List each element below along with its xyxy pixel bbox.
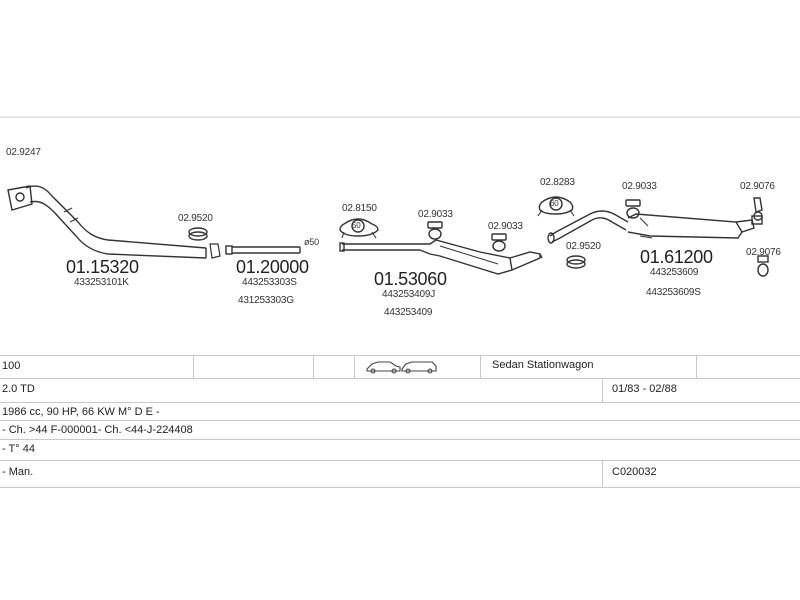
oe-number-443253609S: 443253609S	[646, 287, 701, 298]
table-line	[0, 420, 800, 421]
oe-number-443253303S: 443253303S	[242, 277, 297, 288]
clamp-size-label-1: 50	[352, 221, 361, 230]
table-divider	[480, 355, 481, 378]
vehicle-gearbox: - Man.	[2, 466, 34, 478]
table-divider	[602, 378, 603, 402]
table-line	[0, 439, 800, 440]
table-divider	[602, 460, 603, 487]
part-code-02-9076-a: 02.9076	[740, 181, 775, 192]
car-sedan-icon	[367, 362, 400, 373]
part-code-02-9033-c: 02.9033	[622, 181, 657, 192]
part-code-01-20000: 01.20000	[236, 257, 309, 277]
oe-number-443253609: 443253609	[650, 267, 699, 278]
vehicle-chassis: - Ch. >44 F-000001- Ch. <44-J-224408	[2, 424, 193, 436]
car-stationwagon-icon	[402, 362, 436, 373]
part-code-02-9076-b: 02.9076	[746, 247, 781, 258]
table-line	[0, 402, 800, 403]
table-divider	[313, 355, 314, 378]
vehicle-type-number: - T° 44	[2, 443, 35, 455]
pipe-01-20000-shape	[226, 246, 300, 254]
oe-number-433253101K: 433253101K	[74, 277, 129, 288]
part-code-02-9520-a: 02.9520	[178, 213, 213, 224]
hanger-02-9033-b-shape	[492, 234, 506, 251]
vehicle-spec: 1986 cc, 90 HP, 66 KW M° D E -	[2, 406, 160, 418]
part-code-02-8283: 02.8283	[540, 177, 575, 188]
vehicle-body-types: Sedan Stationwagon	[492, 359, 594, 371]
table-line	[0, 487, 800, 488]
oe-number-443253409J: 443253409J	[382, 289, 436, 300]
rear-silencer-01-61200-shape	[548, 211, 762, 243]
clamp-small-a-shape	[210, 244, 220, 258]
table-divider	[193, 355, 194, 378]
table-line	[0, 460, 800, 461]
oe-number-431253303G: 431253303G	[238, 295, 294, 306]
gasket-02-9247-shape	[8, 186, 32, 210]
part-code-02-9033-b: 02.9033	[488, 221, 523, 232]
table-divider	[354, 355, 355, 378]
table-line	[0, 378, 800, 379]
vehicle-model: 100	[2, 360, 21, 372]
table-divider	[696, 355, 697, 378]
part-code-01-53060: 01.53060	[374, 269, 447, 289]
vehicle-period: 01/83 - 02/88	[612, 383, 677, 395]
clamp-size-label-2: 60	[550, 199, 559, 208]
part-code-02-9033-a: 02.9033	[418, 209, 453, 220]
table-line	[0, 355, 800, 356]
part-code-01-61200: 01.61200	[640, 247, 713, 267]
hanger-02-9033-a-shape	[428, 222, 442, 239]
hanger-02-9076-b-shape	[758, 256, 768, 276]
pipe-diameter-label: ø50	[304, 237, 319, 247]
ring-02-9520-b-shape	[567, 256, 585, 268]
part-code-02-9520-b: 02.9520	[566, 241, 601, 252]
vehicle-engine: 2.0 TD	[2, 383, 35, 395]
oe-number-443253409: 443253409	[384, 307, 433, 318]
part-code-01-15320: 01.15320	[66, 257, 139, 277]
part-code-02-8150: 02.8150	[342, 203, 377, 214]
ring-02-9520-a-shape	[189, 228, 207, 240]
part-code-02-9247: 02.9247	[6, 147, 41, 158]
catalog-code: C020032	[612, 466, 657, 478]
